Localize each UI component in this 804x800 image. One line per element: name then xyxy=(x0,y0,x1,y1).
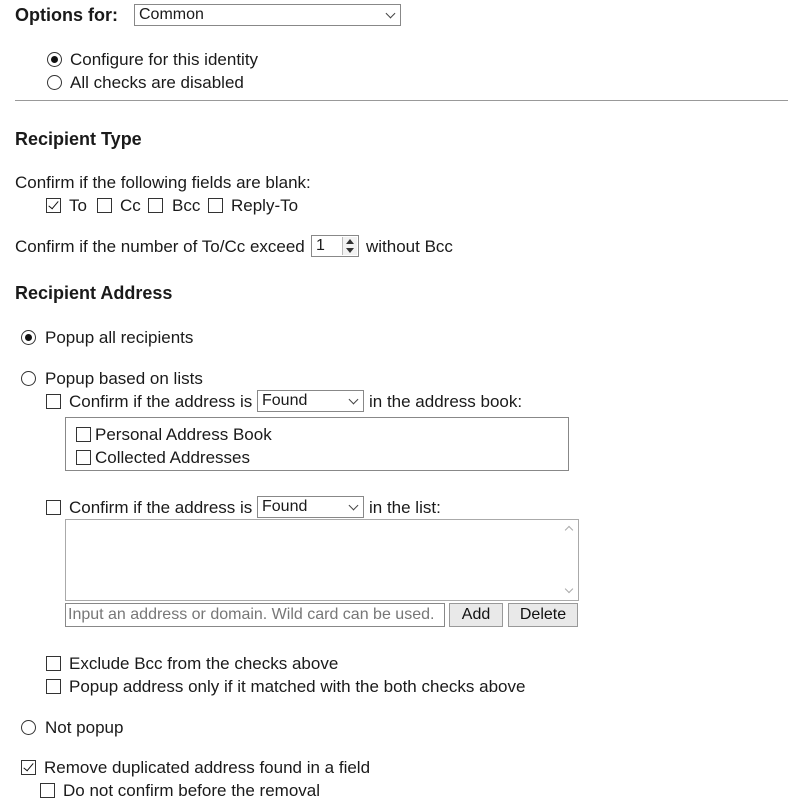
reply-to-checkbox[interactable] xyxy=(208,198,223,213)
bcc-label: Bcc xyxy=(172,196,201,215)
scrollbar[interactable] xyxy=(561,520,578,600)
recipient-type-heading: Recipient Type xyxy=(15,129,142,149)
scroll-down-icon[interactable] xyxy=(565,585,573,593)
confirm-book-select[interactable] xyxy=(257,390,364,412)
configure-radio[interactable] xyxy=(47,52,62,67)
confirm-book-checkbox[interactable] xyxy=(46,394,61,409)
chevron-down-icon xyxy=(349,395,359,405)
divider xyxy=(15,100,788,101)
exceed-label-before: Confirm if the number of To/Cc exceed xyxy=(15,237,305,256)
confirm-list-label-before: Confirm if the address is xyxy=(69,498,253,517)
popup-both-checkbox[interactable] xyxy=(46,679,61,694)
remove-duplicates-label: Remove duplicated address found in a field xyxy=(44,758,371,777)
not-popup-label: Not popup xyxy=(45,718,124,737)
disabled-radio[interactable] xyxy=(47,75,62,90)
popup-lists-radio[interactable] xyxy=(21,371,36,386)
to-label: To xyxy=(69,196,87,215)
no-confirm-label: Do not confirm before the removal xyxy=(63,781,321,800)
popup-both-label: Popup address only if it matched with the both checks above xyxy=(69,677,526,696)
collected-book-checkbox[interactable] xyxy=(76,450,91,465)
scroll-up-icon[interactable] xyxy=(565,526,573,534)
confirm-list-select-value: Found xyxy=(262,498,308,515)
disabled-label: All checks are disabled xyxy=(70,73,244,92)
confirm-list-label-after: in the list: xyxy=(369,498,441,517)
exclude-bcc-checkbox[interactable] xyxy=(46,656,61,671)
confirm-book-label-before: Confirm if the address is xyxy=(69,392,253,411)
bcc-checkbox[interactable] xyxy=(148,198,163,213)
options-for-value: Common xyxy=(139,6,204,23)
personal-book-label: Personal Address Book xyxy=(95,425,272,444)
address-book-list[interactable] xyxy=(65,417,569,471)
confirm-book-label-after: in the address book: xyxy=(369,392,523,411)
popup-lists-label: Popup based on lists xyxy=(45,369,203,388)
popup-all-label: Popup all recipients xyxy=(45,328,194,347)
cc-checkbox[interactable] xyxy=(97,198,112,213)
blank-fields-label: Confirm if the following fields are blank: xyxy=(15,173,311,192)
chevron-down-icon xyxy=(349,501,359,511)
not-popup-radio[interactable] xyxy=(21,720,36,735)
recipient-address-heading: Recipient Address xyxy=(15,283,173,303)
exceed-count-spinner[interactable] xyxy=(311,235,359,257)
options-for-label: Options for: xyxy=(15,5,118,25)
chevron-down-icon xyxy=(386,9,396,19)
spinner-arrows-icon[interactable] xyxy=(342,237,357,255)
confirm-list-select[interactable] xyxy=(257,496,364,518)
exceed-label-after: without Bcc xyxy=(366,237,453,256)
address-list-textarea[interactable] xyxy=(65,519,579,601)
to-checkbox[interactable] xyxy=(46,198,61,213)
delete-button[interactable]: Delete xyxy=(508,603,578,627)
options-for-select[interactable] xyxy=(134,4,401,26)
cc-label: Cc xyxy=(120,196,141,215)
remove-duplicates-checkbox[interactable] xyxy=(21,760,36,775)
confirm-list-checkbox[interactable] xyxy=(46,500,61,515)
popup-all-radio[interactable] xyxy=(21,330,36,345)
add-button[interactable]: Add xyxy=(449,603,503,627)
reply-to-label: Reply-To xyxy=(231,196,299,215)
exceed-count-value: 1 xyxy=(316,237,325,254)
configure-label: Configure for this identity xyxy=(70,50,259,69)
collected-book-label: Collected Addresses xyxy=(95,448,250,467)
exclude-bcc-label: Exclude Bcc from the checks above xyxy=(69,654,339,673)
confirm-book-select-value: Found xyxy=(262,392,308,409)
address-input[interactable] xyxy=(65,603,445,627)
personal-book-checkbox[interactable] xyxy=(76,427,91,442)
no-confirm-checkbox[interactable] xyxy=(40,783,55,798)
